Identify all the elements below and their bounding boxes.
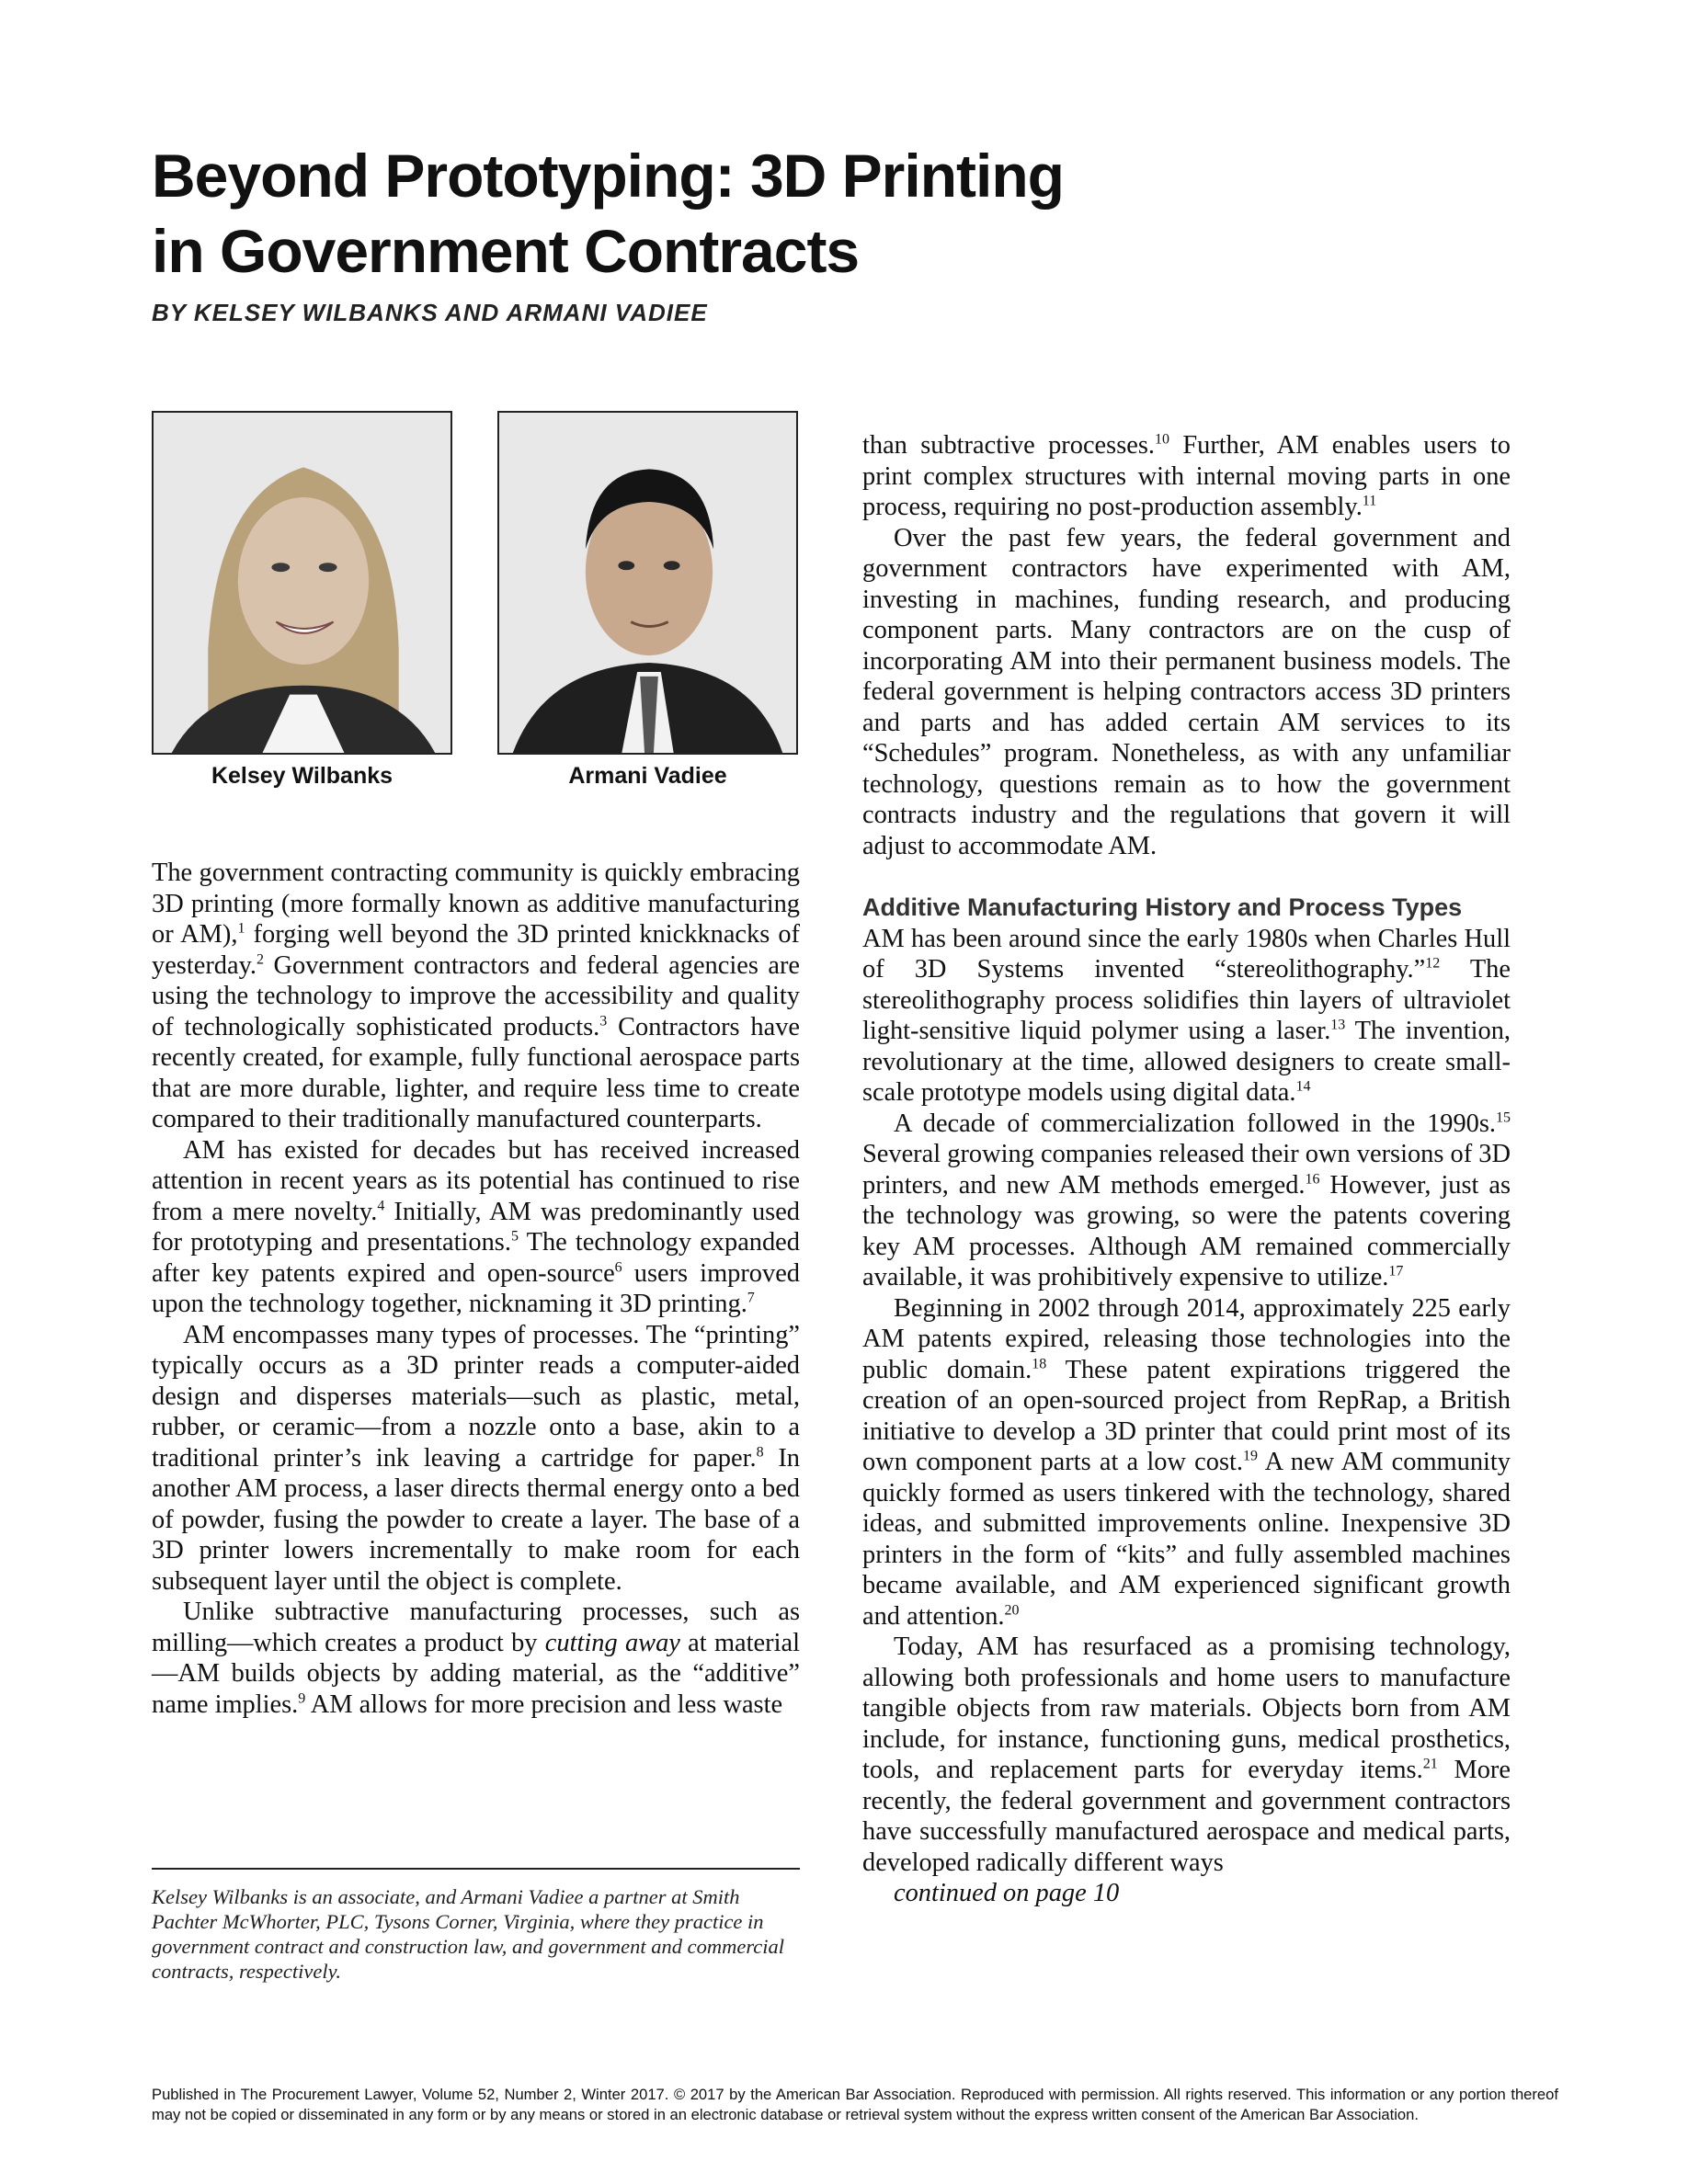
footnote-ref: 2: [257, 951, 265, 968]
paragraph: The government contracting community is quickly embracing 3D printing (more formally known as additive manufacturing or AM),$^1$ forging well beyond the 3D printed knickknacks of yesterday.$^2$ Government contractors and federal agencies are using the technology to improve the accessibility and quality of technologically sophisticated products.$^3$ Contractors have recently created, for example, fully functional aerospace parts that are more durable, lighter, and require less time to create compared to their traditionally manufactured counterparts.: [152, 859, 801, 1133]
author-bio: Kelsey Wilbanks is an associate, and Armani Vadiee a partner at Smith Pachter McWhorter, PLC, Tysons Corner, Virginia, where they practice in government contract and construction law, and government and commercial contracts, respectively.: [152, 1885, 784, 1983]
byline: BY KELSEY WILBANKS AND ARMANI VADIEE: [152, 299, 708, 326]
paragraph: Over the past few years, the federal government and government contractors have experimented with AM, investing in machines, funding research, and producing component parts. Many contractors are on the cusp of incorporating AM into their permanent business models. The federal government is helping contractors access 3D printers and parts and has added certain AM services to its “Schedules” program. Nonetheless, as with any unfamiliar technology, questions remain as to how the government contracts industry and the regulations that govern it will adjust to accommodate AM.: [862, 523, 1511, 860]
footnote-ref: 8: [756, 1444, 764, 1461]
right-column: [862, 430, 1511, 1909]
copyright-footer: Published in The Procurement Lawyer, Volume 52, Number 2, Winter 2017. © 2017 by the American Bar Association. Reproduced with permission. All rights reserved. This information or any portion thereof may not be copied or disseminated in any form or by any means or stored in an electronic database or retrieval system without the express written consent of the American Bar Association.: [152, 2086, 1558, 2123]
footnote-ref: 20: [1004, 1602, 1020, 1619]
footnote-ref: 14: [1295, 1078, 1311, 1095]
footnote-ref: 16: [1305, 1171, 1320, 1188]
author-photo-armani: [497, 411, 798, 755]
footnote-ref: 5: [510, 1228, 519, 1245]
section-heading: Additive Manufacturing History and Process Types: [862, 893, 1463, 921]
footnote-ref: 4: [377, 1198, 385, 1214]
footnote-ref: 18: [1032, 1356, 1047, 1372]
paragraph: A decade of commercialization followed in the 1990s.$^{15}$ Several growing companies released their own versions of 3D printers, and new AM methods emerged.$^{16}$ However, just as the technology was growing, so were the patents covering key AM processes. Although AM remained commercially available, it was prohibitively expensive to utilize.$^{17}$: [862, 1109, 1511, 1291]
footnote-ref: 7: [747, 1290, 755, 1306]
portrait-image-2: [499, 413, 796, 753]
portrait-image-1: [154, 413, 451, 753]
footnote-ref: 6: [614, 1259, 622, 1276]
paragraph: AM encompasses many types of processes. The “printing” typically occurs as a 3D printer reads a computer-aided design and disperses materials—such as plastic, metal, rubber, or ceramic—from a nozzle onto a base, akin to a traditional printer’s ink leaving a cartridge for paper.$^8$ In another AM process, a laser directs thermal energy onto a bed of powder, fusing the powder to create a layer. The base of a 3D printer lowers incrementally to make room for each subsequent layer until the object is complete.: [152, 1320, 800, 1596]
footnote-ref: 13: [1330, 1017, 1346, 1033]
footnote-ref: 17: [1388, 1263, 1404, 1280]
footnote-ref: 10: [1155, 431, 1170, 448]
paragraph: AM has existed for decades but has received increased attention in recent years as its potential has continued to rise from a mere novelty.$^4$ Initially, AM was predominantly used for prototyping and presentations.$^5$ The technology expanded after key patents expired and open-source$^6$ users improved upon the technology together, nicknaming it 3D printing.$^7$: [152, 1135, 801, 1318]
footnote-ref: 1: [237, 920, 245, 937]
paragraph: Beginning in 2002 through 2014, approximately 225 early AM patents expired, releasing those technologies into the public domain.$^{18}$ These patent expirations triggered the creation of an open-sourced project from RepRap, a British initiative to develop a 3D printer that could print most of its own component parts at a low cost.$^{19}$ A new AM community quickly formed as users tinkered with the technology, shared ideas, and submitted improvements online. Inexpensive 3D printers in the form of “kits” and fully assembled machines became available, and AM experienced significant growth and attention.$^{20}$: [862, 1293, 1511, 1631]
paragraph: Unlike subtractive manufacturing processes, such as milling—which creates a product by cutting away at material—AM builds objects by adding material, as the “additive” name implies.$^9$ AM allows for more precision and less waste: [152, 1598, 800, 1719]
title-line-2: in Government Contracts: [152, 217, 860, 285]
photo-caption-kelsey: Kelsey Wilbanks: [211, 763, 393, 789]
author-photo-kelsey: [152, 411, 452, 755]
footnote-ref: 15: [1496, 1109, 1511, 1126]
article-title: [152, 138, 1163, 289]
paragraph: Today, AM has resurfaced as a promising technology, allowing both professionals and home users to manufacture tangible objects from raw materials. Objects born from AM include, for instance, functioning guns, medical prosthetics, tools, and replacement parts for everyday items.$^{21}$ More recently, the federal government and government contractors have successfully manufactured aerospace and medical parts, developed radically different ways: [862, 1632, 1511, 1877]
photo-caption-armani: Armani Vadiee: [568, 763, 727, 789]
title-line-1: Beyond Prototyping: 3D Printing: [152, 142, 1064, 210]
paragraph: than subtractive processes.$^{10}$ Further, AM enables users to print complex structures with internal moving parts in one process, requiring no post-production assembly.$^{11}$: [862, 431, 1511, 521]
footnote-ref: 21: [1422, 1756, 1438, 1772]
bio-divider: [152, 1868, 800, 1870]
left-column: [152, 858, 800, 1720]
footnote-ref: 19: [1242, 1448, 1258, 1464]
footnote-ref: 3: [599, 1013, 608, 1029]
footnote-ref: 11: [1362, 493, 1377, 509]
footnote-ref: 12: [1425, 955, 1441, 972]
continued-note: continued on page 10: [894, 1879, 1120, 1907]
footnote-ref: 9: [298, 1690, 306, 1707]
paragraph: AM has been around since the early 1980s when Charles Hull of 3D Systems invented “stereolithography.”$^{12}$ The stereolithography process solidifies thin layers of ultraviolet light-sensitive liquid polymer using a laser.$^{13}$ The invention, revolutionary at the time, allowed designers to create small-scale prototype models using digital data.$^{14}$: [862, 924, 1511, 1107]
